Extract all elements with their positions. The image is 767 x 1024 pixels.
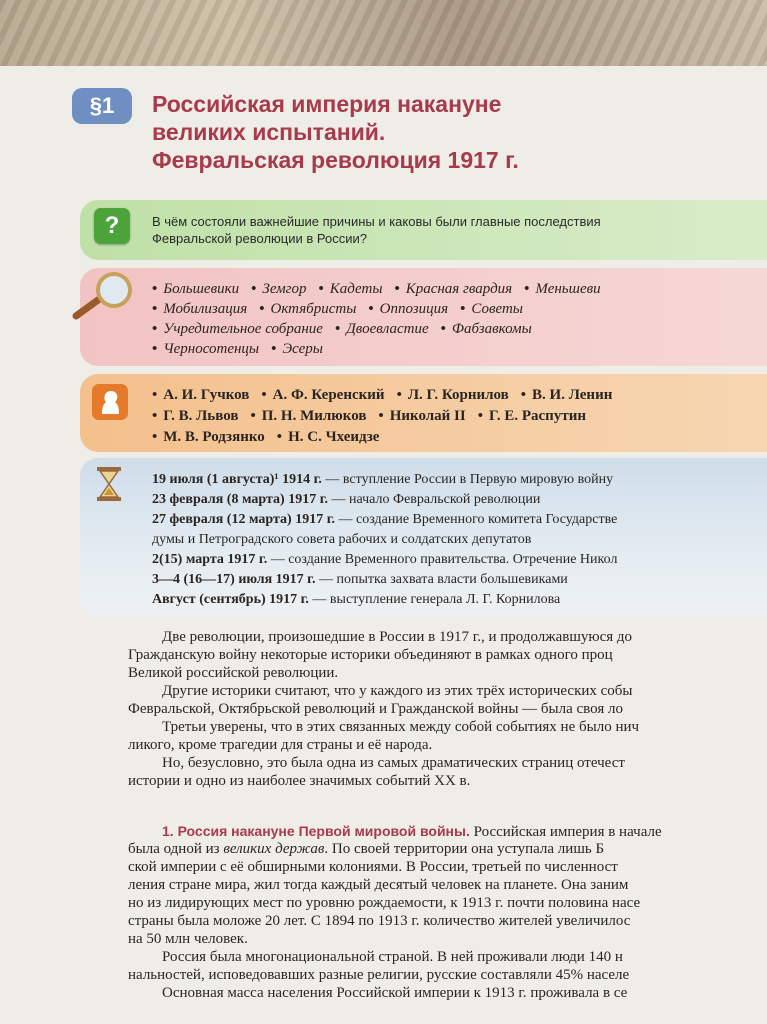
- paragraph-line: Основная масса населения Российской империи к 1913 г. проживала в се: [162, 985, 628, 1001]
- term-item: • Учредительное собрание: [152, 321, 323, 337]
- person-item: • Н. С. Чхеидзе: [277, 429, 380, 445]
- title-line: Февральская революция 1917 г.: [152, 147, 519, 173]
- term-item: • Кадеты: [319, 281, 383, 297]
- date-value: 27 февраля (12 марта) 1917 г.: [152, 512, 335, 527]
- date-value: 19 июля (1 августа)¹ 1914 г.: [152, 472, 322, 487]
- section-1-second-line: [128, 840, 767, 858]
- paragraph-text: Российская империя в начале: [469, 824, 662, 840]
- term-item: • Большевики: [152, 281, 239, 297]
- persons-row: [152, 385, 767, 406]
- terms-row: [152, 299, 767, 319]
- question-text: [152, 213, 762, 247]
- date-event: — начало Февральской революции: [328, 492, 541, 507]
- term-item: • Двоевластие: [335, 321, 429, 337]
- person-item: • Г. В. Львов: [152, 408, 238, 424]
- terms-list: [152, 279, 767, 359]
- paragraph-line: нальностей, исповедовавших разные религии, русские составляли 45% населе: [128, 967, 630, 983]
- italic-term: великих держав: [223, 841, 325, 857]
- section-1-text: [128, 822, 767, 1002]
- paragraph-line: истории и одно из наиболее значимых событий XX в.: [128, 773, 471, 789]
- term-item: • Мобилизация: [152, 301, 247, 317]
- intro-text: [128, 628, 767, 790]
- paragraph-line: Великой российской революции.: [128, 665, 339, 681]
- paragraph-line: Февральской, Октябрьской революций и Гражданской войны — была своя ло: [128, 701, 623, 717]
- term-item: • Фабзавкомы: [441, 321, 532, 337]
- person-icon: [92, 384, 128, 420]
- term-item: • Октябристы: [259, 301, 356, 317]
- person-item: • А. Ф. Керенский: [261, 387, 384, 403]
- persons-list: [152, 385, 767, 448]
- persons-row: [152, 406, 767, 427]
- date-row: [152, 570, 767, 590]
- paragraph-line: страны была моложе 20 лет. С 1894 по 1913 г. количество жителей увеличилос: [128, 913, 631, 929]
- paragraph-text: была одной из: [128, 841, 224, 857]
- term-item: • Земгор: [251, 281, 306, 297]
- title-line: Российская империя накануне: [152, 91, 502, 117]
- date-event: — создание Временного комитета Государстве: [335, 512, 618, 527]
- term-item: • Оппозиция: [368, 301, 448, 317]
- date-value: 3—4 (16—17) июля 1917 г.: [152, 572, 316, 587]
- section-1-lines: [128, 858, 767, 1002]
- date-row: [152, 510, 767, 530]
- date-event: — вступление России в Первую мировую войну: [321, 472, 614, 487]
- date-value: Август (сентябрь) 1917 г.: [152, 592, 309, 607]
- paragraph-line: ской империи с её обширными колониями. В России, третьей по численност: [128, 859, 618, 875]
- question-line: В чём состояли важнейшие причины и каковы были главные последствия: [152, 214, 601, 229]
- person-item: • Л. Г. Корнилов: [397, 387, 509, 403]
- term-item: • Черносотенцы: [152, 341, 259, 357]
- date-row: [152, 490, 767, 510]
- title-line: великих испытаний.: [152, 119, 386, 145]
- date-row: [152, 550, 767, 570]
- page-title: [152, 90, 712, 174]
- person-item: • Г. Е. Распутин: [478, 408, 586, 424]
- persons-row: [152, 427, 767, 448]
- date-row: [152, 530, 767, 550]
- paragraph-line: Гражданскую войну некоторые историки объединяют в рамках одного проц: [128, 647, 613, 663]
- paragraph-line: Две революции, произошедшие в России в 1917 г., и продолжавшуюся до: [162, 629, 633, 645]
- date-event: — создание Временного правительства. Отречение Никол: [267, 552, 618, 567]
- paragraph-line: Но, безусловно, это была одна из самых драматических страниц отечест: [162, 755, 625, 771]
- term-item: • Красная гвардия: [394, 281, 512, 297]
- paragraph-line: Другие историки считают, что у каждого из этих трёх исторических собы: [162, 683, 633, 699]
- decorative-banner: [0, 0, 767, 70]
- hourglass-icon: [96, 466, 122, 502]
- paragraph-line: но из лидирующих мест по уровню рождаемости, к 1913 г. почти половина насе: [128, 895, 641, 911]
- section-1-first-line: [128, 822, 767, 840]
- date-event: думы и Петроградского совета рабочих и солдатских депутатов: [152, 532, 532, 547]
- date-event: — выступление генерала Л. Г. Корнилова: [308, 592, 561, 607]
- paragraph-line: Россия была многонациональной страной. В ней проживали люди 140 н: [162, 949, 623, 965]
- person-item: • В. И. Ленин: [521, 387, 613, 403]
- section-1-heading: 1. Россия накануне Первой мировой войны.: [162, 823, 470, 839]
- dates-list: [152, 470, 767, 610]
- date-row: [152, 470, 767, 490]
- date-event: — попытка захвата власти большевиками: [315, 572, 568, 587]
- paragraph-line: Третьи уверены, что в этих связанных между собой событиях не было нич: [162, 719, 640, 735]
- question-line: Февральской революции в России?: [152, 231, 367, 246]
- date-value: 2(15) марта 1917 г.: [152, 552, 268, 567]
- person-item: • П. Н. Милюков: [250, 408, 366, 424]
- question-icon: ?: [94, 208, 130, 244]
- paragraph-line: ликого, кроме трагедии для страны и её народа.: [128, 737, 433, 753]
- terms-row: [152, 339, 767, 359]
- date-value: 23 февраля (8 марта) 1917 г.: [152, 492, 328, 507]
- paragraph-line: на 50 млн человек.: [128, 931, 248, 947]
- terms-row: [152, 279, 767, 299]
- paragraph-text: . По своей территории она уступала лишь Б: [324, 841, 605, 857]
- term-item: • Эсеры: [271, 341, 323, 357]
- paragraph-line: ления стране мира, жил тогда каждый десятый человек на планете. Она заним: [128, 877, 629, 893]
- terms-row: [152, 319, 767, 339]
- term-item: • Меньшеви: [524, 281, 600, 297]
- magnifier-icon: [70, 270, 140, 322]
- date-row: [152, 590, 767, 610]
- person-item: • Николай II: [378, 408, 465, 424]
- section-badge: §1: [72, 88, 132, 124]
- person-item: • А. И. Гучков: [152, 387, 249, 403]
- person-item: • М. В. Родзянко: [152, 429, 265, 445]
- term-item: • Советы: [460, 301, 523, 317]
